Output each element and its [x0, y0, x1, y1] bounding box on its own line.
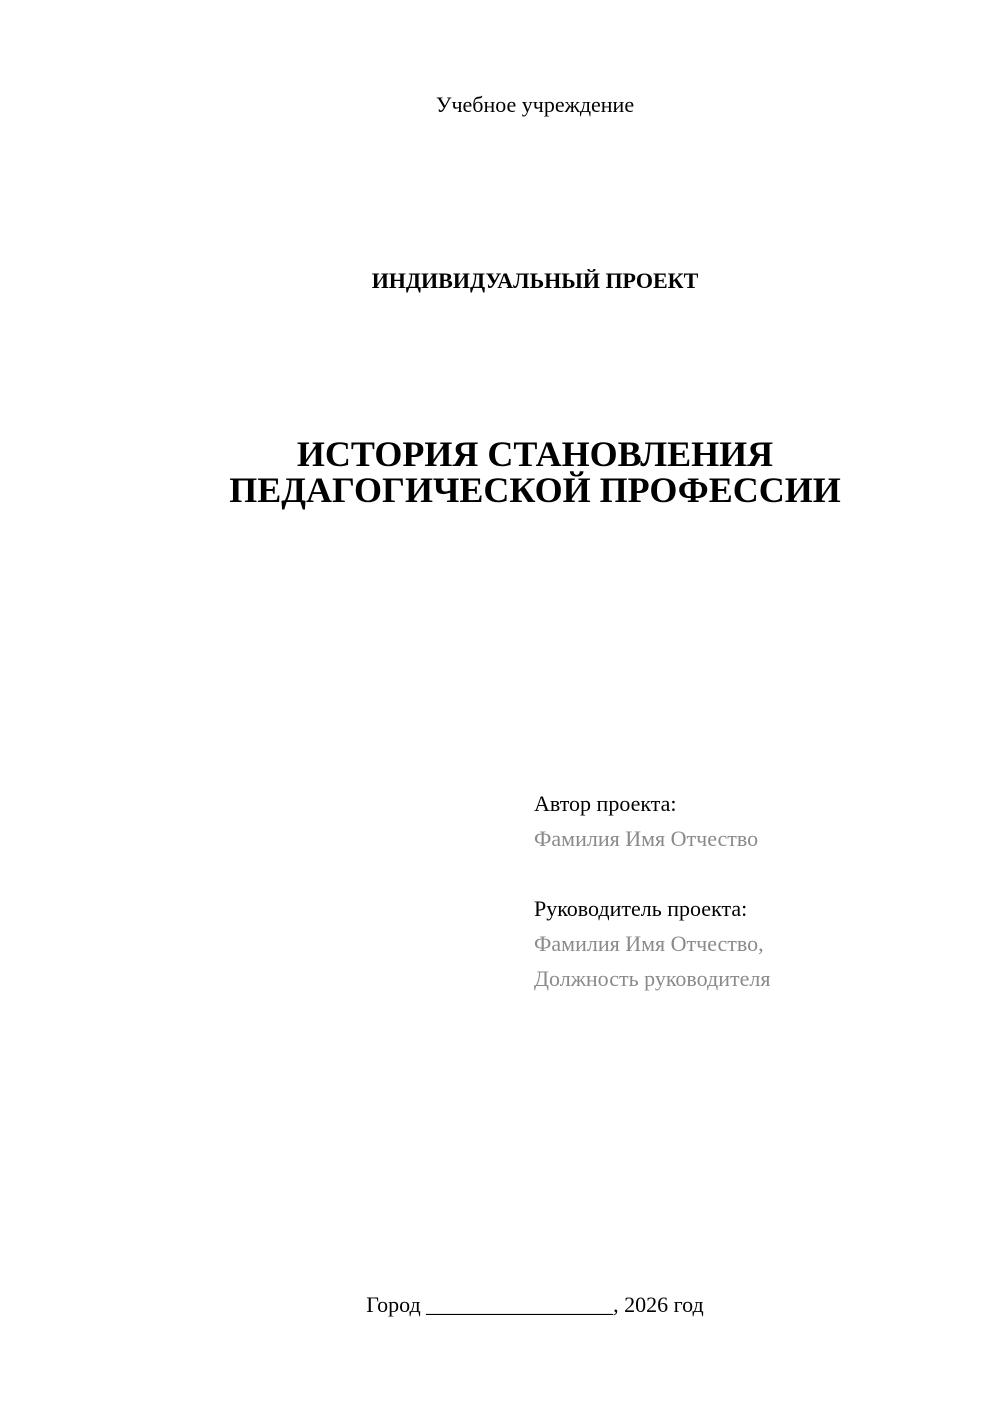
supervisor-name: Фамилия Имя Отчество, — [534, 931, 764, 956]
project-credits — [534, 786, 974, 996]
credits-spacer — [534, 856, 974, 891]
project-type: ИНДИВИДУАЛЬНЫЙ ПРОЕКТ — [371, 268, 699, 293]
city-year-line — [0, 1290, 1000, 1320]
city-blank: _________________ — [426, 1292, 614, 1317]
author-label: Автор проекта: — [534, 791, 677, 816]
supervisor-label: Руководитель проекта: — [534, 896, 748, 921]
supervisor-position: Должность руководителя — [534, 966, 771, 991]
city-label: Город — [366, 1292, 421, 1317]
project-title — [0, 436, 1000, 508]
year-text: , 2026 год — [613, 1292, 704, 1317]
project-title-line-2: ПЕДАГОГИЧЕСКОЙ ПРОФЕССИИ — [229, 470, 841, 510]
author-name: Фамилия Имя Отчество — [534, 826, 759, 851]
institution-name: Учебное учреждение — [435, 92, 635, 117]
project-title-line-1: ИСТОРИЯ СТАНОВЛЕНИЯ — [296, 434, 774, 474]
